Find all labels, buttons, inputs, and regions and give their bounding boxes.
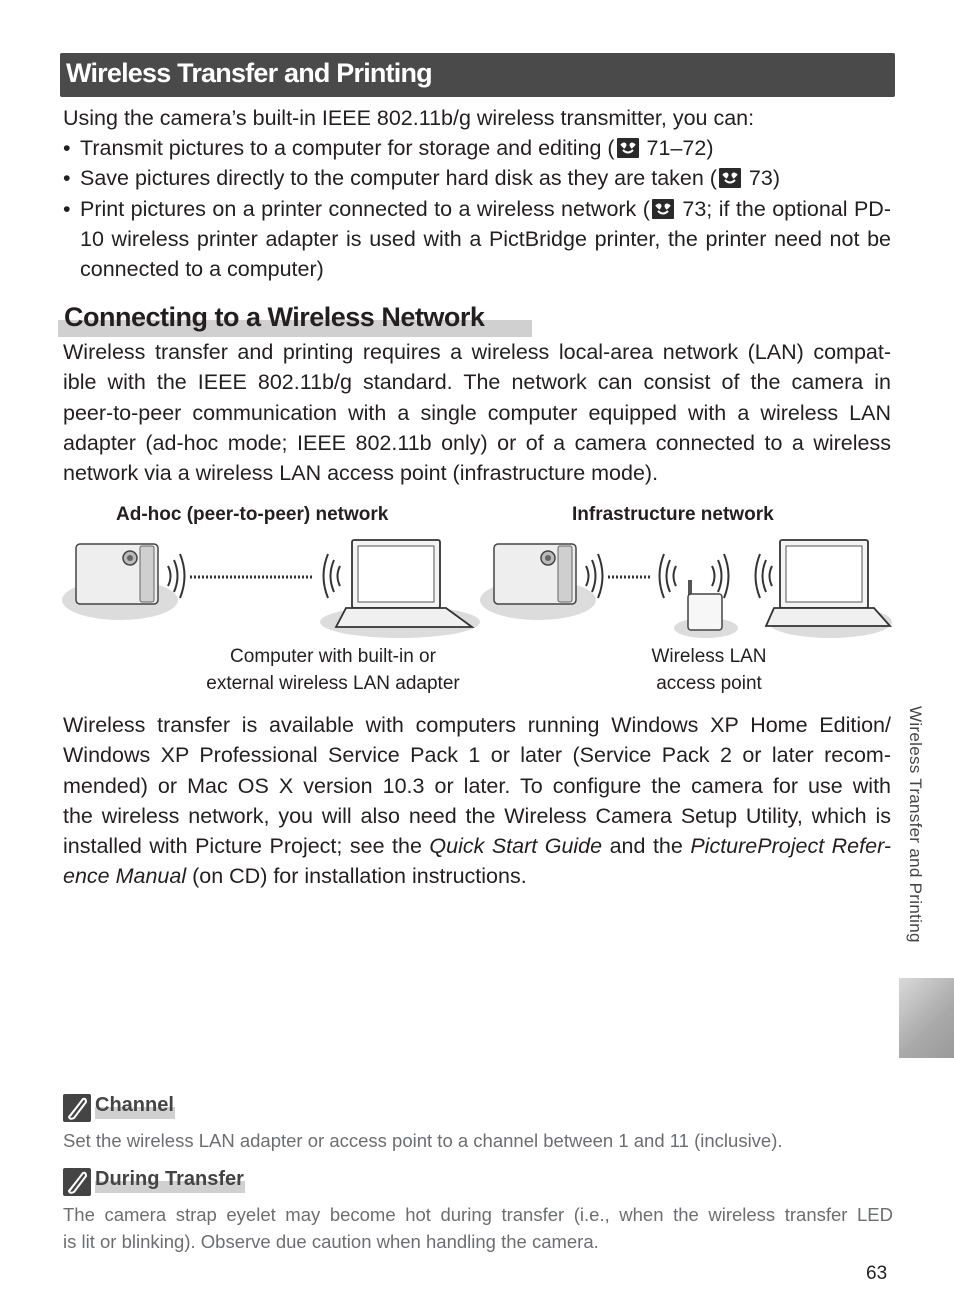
list-item: • Print pictures on a printer connected to a wireless network ( 73; if the optional PD-10 wireless printer adapter is used with a PictBridge printer, the printer need not be connected to a computer) [63, 196, 891, 282]
access-point-icon [674, 580, 738, 638]
note-title-channel: Channel [95, 1094, 174, 1117]
compatibility-paragraph: Wireless transfer is available with computers running Windows XP Home Edition/ Windows XP Professional Service Pack 1 or later (Service Pack 2 or later recom- mended) or Mac OS X version 10.3 or later. To configure the camera for use with the wireless network, you will also need the Wireless Camera Setup Utility, which is installed with Picture Project; see the Quick Start Guide and the PictureProject Refer- ence Manual (on CD) for installation instructions. [63, 713, 892, 889]
wireless-waves-icon [756, 554, 773, 598]
chapter-thumb-tab [899, 978, 954, 1058]
intro-lead: Using the camera’s built-in IEEE 802.11b/g wireless transmitter, you can: [63, 106, 755, 130]
infrastructure-network-label: Infrastructure network [572, 504, 774, 525]
reference-eye-icon [617, 138, 639, 158]
quick-start-guide-title: Quick Start Guide [429, 834, 603, 859]
list-item: • Transmit pictures to a computer for storage and editing ( 71–72) [63, 136, 714, 160]
camera-icon [480, 544, 596, 620]
wireless-waves-icon [660, 554, 729, 598]
note-text-during-transfer: The camera strap eyelet may become hot during transfer (i.e., when the wireless transfer LED is lit or blinking). Observe due caution when handling the camera. [63, 1204, 893, 1252]
feature-list [63, 133, 891, 284]
adhoc-caption: Computer with built-in or external wireless LAN adapter [206, 646, 460, 694]
section-paragraph: Wireless transfer and printing requires a wireless local-area network (LAN) compat- ible with the IEEE 802.11b/g standard. The network can consist of the camera in peer-to-peer communication with a single computer equipped with a wireless LAN adapter (ad-hoc mode; IEEE 802.11b only) or of a camera connected to a wireless network via a wireless LAN access point (infrastructure mode). [63, 340, 891, 486]
laptop-icon [320, 540, 480, 638]
side-chapter-label: Wireless Transfer and Printing [906, 706, 925, 943]
reference-eye-icon [652, 199, 674, 219]
pencil-note-icon [63, 1094, 91, 1122]
list-item: • Save pictures directly to the computer hard disk as they are taken ( 73) [63, 166, 781, 191]
page-number: 63 [866, 1263, 888, 1284]
chapter-title: Wireless Transfer and Printing [66, 58, 432, 88]
pencil-note-icon [63, 1168, 91, 1196]
note-text-channel: Set the wireless LAN adapter or access point to a channel between 1 and 11 (inclusive). [63, 1130, 783, 1151]
network-diagram [60, 530, 895, 645]
laptop-icon [766, 540, 892, 638]
reference-manual-title: PictureProject Refer- [690, 834, 892, 859]
note-title-during-transfer: During Transfer [95, 1168, 244, 1191]
infrastructure-caption: Wireless LAN access point [651, 646, 767, 694]
reference-eye-icon [719, 168, 741, 188]
camera-icon [62, 544, 178, 620]
wireless-waves-icon [324, 554, 341, 598]
adhoc-network-label: Ad-hoc (peer-to-peer) network [116, 504, 389, 525]
section-heading: Connecting to a Wireless Network [58, 302, 484, 336]
chapter-title-bar [60, 53, 895, 97]
